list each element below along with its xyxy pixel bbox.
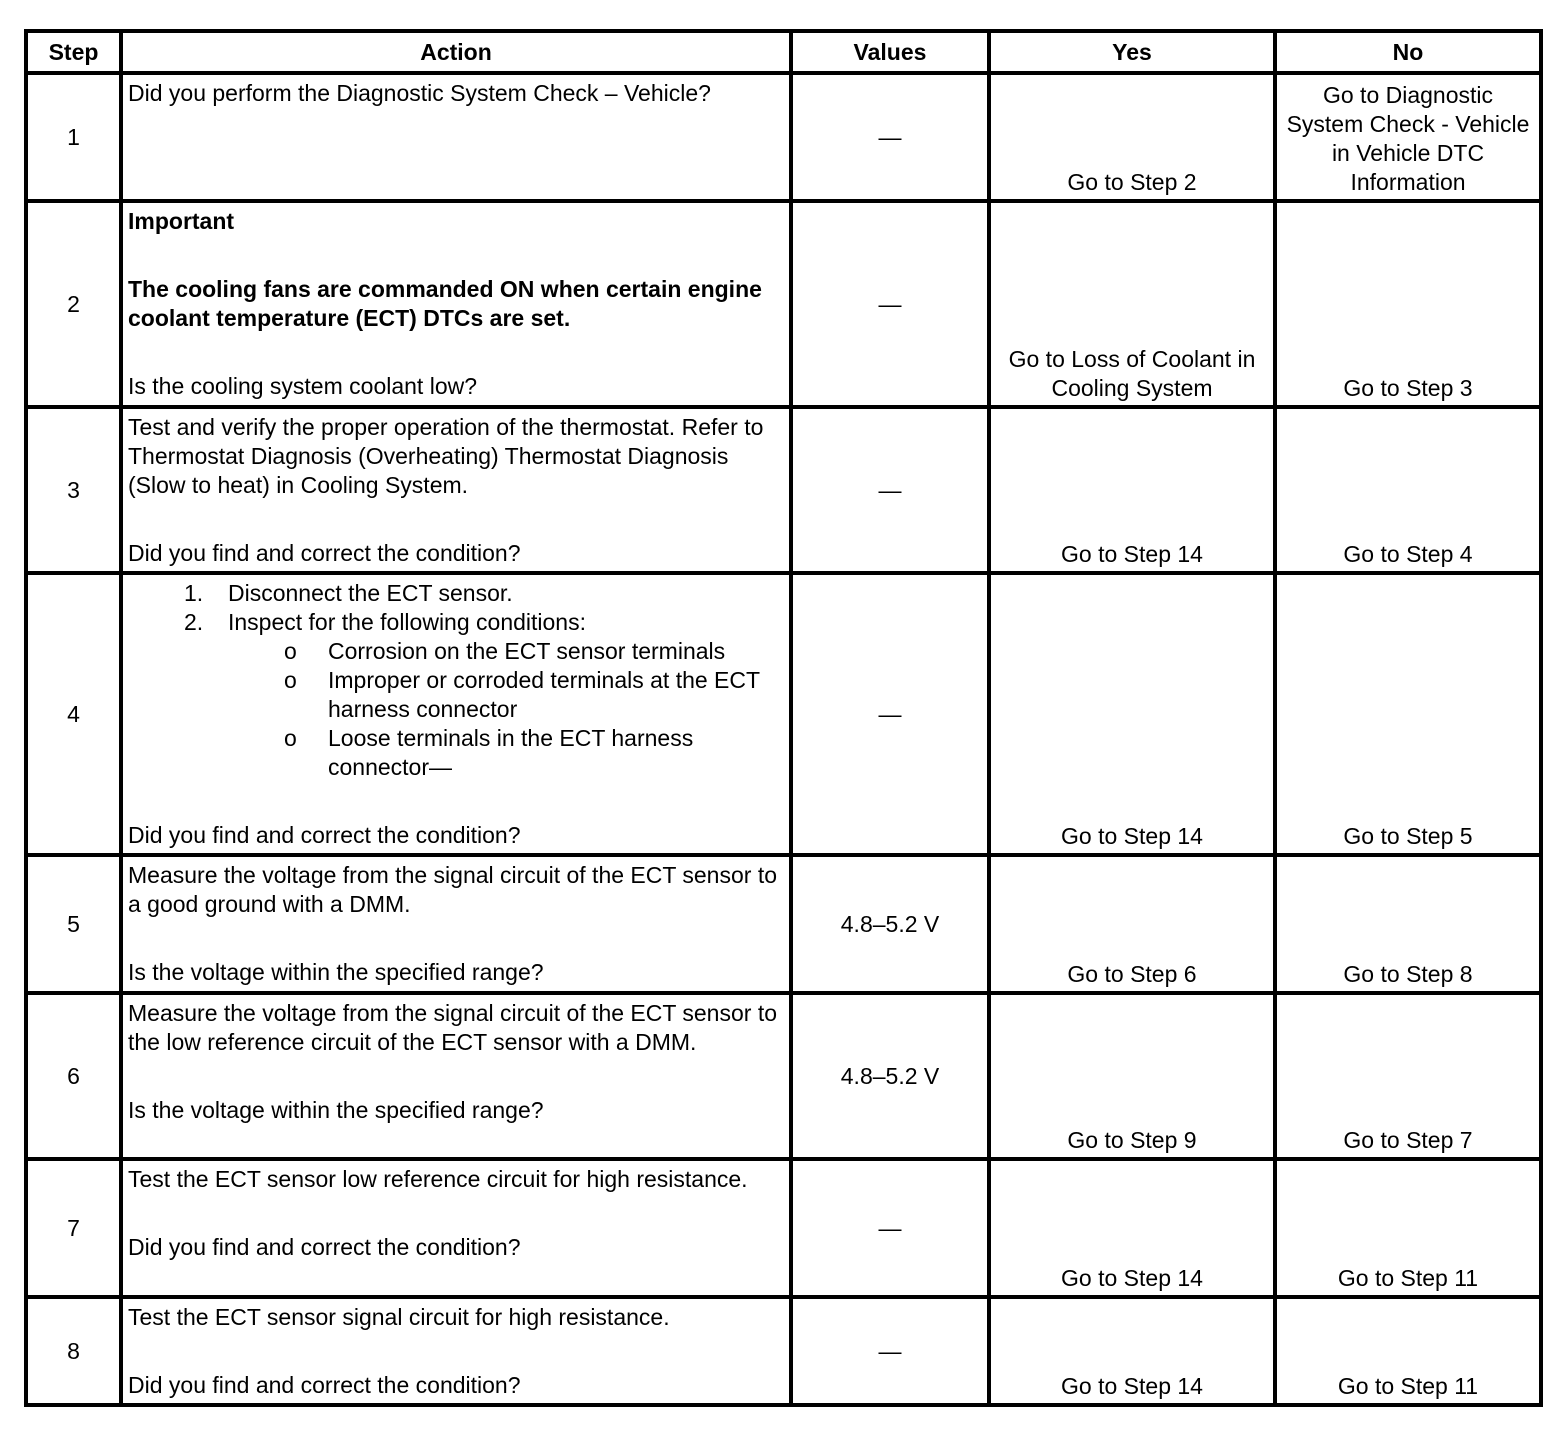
no-text: Go to Step 4 [1343, 541, 1473, 567]
action-question: Did you find and correct the condition? [128, 1234, 521, 1260]
list-number: 1. [184, 580, 204, 606]
yes-text: Go to Step 14 [1061, 1373, 1203, 1399]
important-note: The cooling fans are commanded ON when certain engine coolant temperature (ECT) DTCs are set. [128, 276, 762, 331]
table-row [26, 1297, 1541, 1405]
action-text: Did you perform the Diagnostic System Check – Vehicle? [128, 80, 711, 106]
yes-cell [989, 855, 1275, 993]
list-text: Inspect for the following conditions: [228, 609, 586, 635]
header-yes: Yes [989, 31, 1275, 73]
list-item [184, 579, 784, 608]
yes-cell [989, 407, 1275, 573]
list-item [284, 666, 784, 724]
table-row [26, 855, 1541, 993]
step-number: 2 [26, 201, 121, 407]
no-text: Go to Step 11 [1337, 1373, 1479, 1399]
bullet-list [228, 637, 784, 782]
table-row [26, 1159, 1541, 1297]
action-text: Measure the voltage from the signal circuit of the ECT sensor to the low reference circuit of the ECT sensor with a DMM. [128, 1000, 777, 1055]
step-number: 3 [26, 407, 121, 573]
action-cell [121, 73, 791, 201]
yes-cell [989, 573, 1275, 855]
action-text: Test and verify the proper operation of the thermostat. Refer to Thermostat Diagnosis (Overheating) Thermostat Diagnosis (Slow to heat) in Cooling System. [128, 414, 764, 498]
yes-text: Go to Step 6 [1067, 961, 1197, 987]
step-number: 6 [26, 993, 121, 1159]
yes-text: Go to Step 2 [1067, 169, 1197, 195]
list-text: Corrosion on the ECT sensor terminals [328, 638, 726, 664]
action-cell [121, 855, 791, 993]
action-text: Test the ECT sensor signal circuit for high resistance. [128, 1304, 670, 1330]
no-cell [1275, 1159, 1541, 1297]
step-number: 4 [26, 573, 121, 855]
yes-text: Go to Loss of Coolant in Cooling System [1008, 346, 1256, 401]
yes-cell [989, 201, 1275, 407]
bullet-marker: o [284, 725, 297, 751]
action-cell [121, 993, 791, 1159]
table-row [26, 993, 1541, 1159]
no-cell [1275, 1297, 1541, 1405]
bullet-marker: o [284, 638, 297, 664]
values-cell: — [791, 1159, 989, 1297]
no-cell [1275, 407, 1541, 573]
header-step: Step [26, 31, 121, 73]
no-text: Go to Step 5 [1343, 823, 1473, 849]
action-question: Is the voltage within the specified range? [128, 959, 544, 985]
list-item [284, 724, 784, 782]
yes-text: Go to Step 14 [1061, 541, 1203, 567]
list-item [184, 608, 784, 782]
action-question: Did you find and correct the condition? [128, 540, 521, 566]
no-text: Go to Diagnostic System Check - Vehicle in Vehicle DTC Information [1286, 82, 1530, 195]
no-cell [1275, 201, 1541, 407]
list-text: Loose terminals in the ECT harness connector— [328, 725, 694, 780]
yes-text: Go to Step 9 [1067, 1127, 1197, 1153]
step-number: 5 [26, 855, 121, 993]
values-cell: 4.8–5.2 V [791, 993, 989, 1159]
step-number: 1 [26, 73, 121, 201]
header-no: No [1275, 31, 1541, 73]
table-row [26, 573, 1541, 855]
list-number: 2. [184, 609, 204, 635]
no-text: Go to Step 11 [1337, 1265, 1479, 1291]
list-text: Improper or corroded terminals at the ECT harness connector [328, 667, 760, 722]
bullet-marker: o [284, 667, 297, 693]
action-cell [121, 407, 791, 573]
action-question: Is the voltage within the specified range? [128, 1097, 544, 1123]
action-text: Measure the voltage from the signal circuit of the ECT sensor to a good ground with a DMM. [128, 862, 777, 917]
yes-text: Go to Step 14 [1061, 823, 1203, 849]
yes-cell [989, 73, 1275, 201]
values-cell: — [791, 573, 989, 855]
no-text: Go to Step 8 [1343, 961, 1473, 987]
list-item [284, 637, 784, 666]
action-cell [121, 1297, 791, 1405]
no-text: Go to Step 7 [1343, 1127, 1473, 1153]
values-cell: — [791, 407, 989, 573]
table-row [26, 73, 1541, 201]
values-cell: — [791, 73, 989, 201]
yes-cell [989, 1297, 1275, 1405]
yes-text: Go to Step 14 [1061, 1265, 1203, 1291]
no-cell [1275, 573, 1541, 855]
values-cell: — [791, 1297, 989, 1405]
important-label: Important [128, 208, 235, 234]
no-cell [1275, 855, 1541, 993]
action-text: Test the ECT sensor low reference circuit for high resistance. [128, 1166, 748, 1192]
header-action: Action [121, 31, 791, 73]
action-cell [121, 573, 791, 855]
header-row [26, 31, 1541, 73]
action-cell [121, 201, 791, 407]
no-cell [1275, 73, 1541, 201]
yes-cell [989, 1159, 1275, 1297]
values-cell: 4.8–5.2 V [791, 855, 989, 993]
yes-cell [989, 993, 1275, 1159]
action-question: Did you find and correct the condition? [128, 822, 521, 848]
no-cell [1275, 993, 1541, 1159]
list-text: Disconnect the ECT sensor. [228, 580, 513, 606]
action-question: Did you find and correct the condition? [128, 1372, 521, 1398]
numbered-list [128, 579, 784, 782]
diagnostic-table [24, 29, 1543, 1407]
header-values: Values [791, 31, 989, 73]
step-number: 8 [26, 1297, 121, 1405]
action-question: Is the cooling system coolant low? [128, 373, 478, 399]
step-number: 7 [26, 1159, 121, 1297]
no-text: Go to Step 3 [1343, 375, 1473, 401]
table-row [26, 407, 1541, 573]
values-cell: — [791, 201, 989, 407]
table-row [26, 201, 1541, 407]
action-cell [121, 1159, 791, 1297]
